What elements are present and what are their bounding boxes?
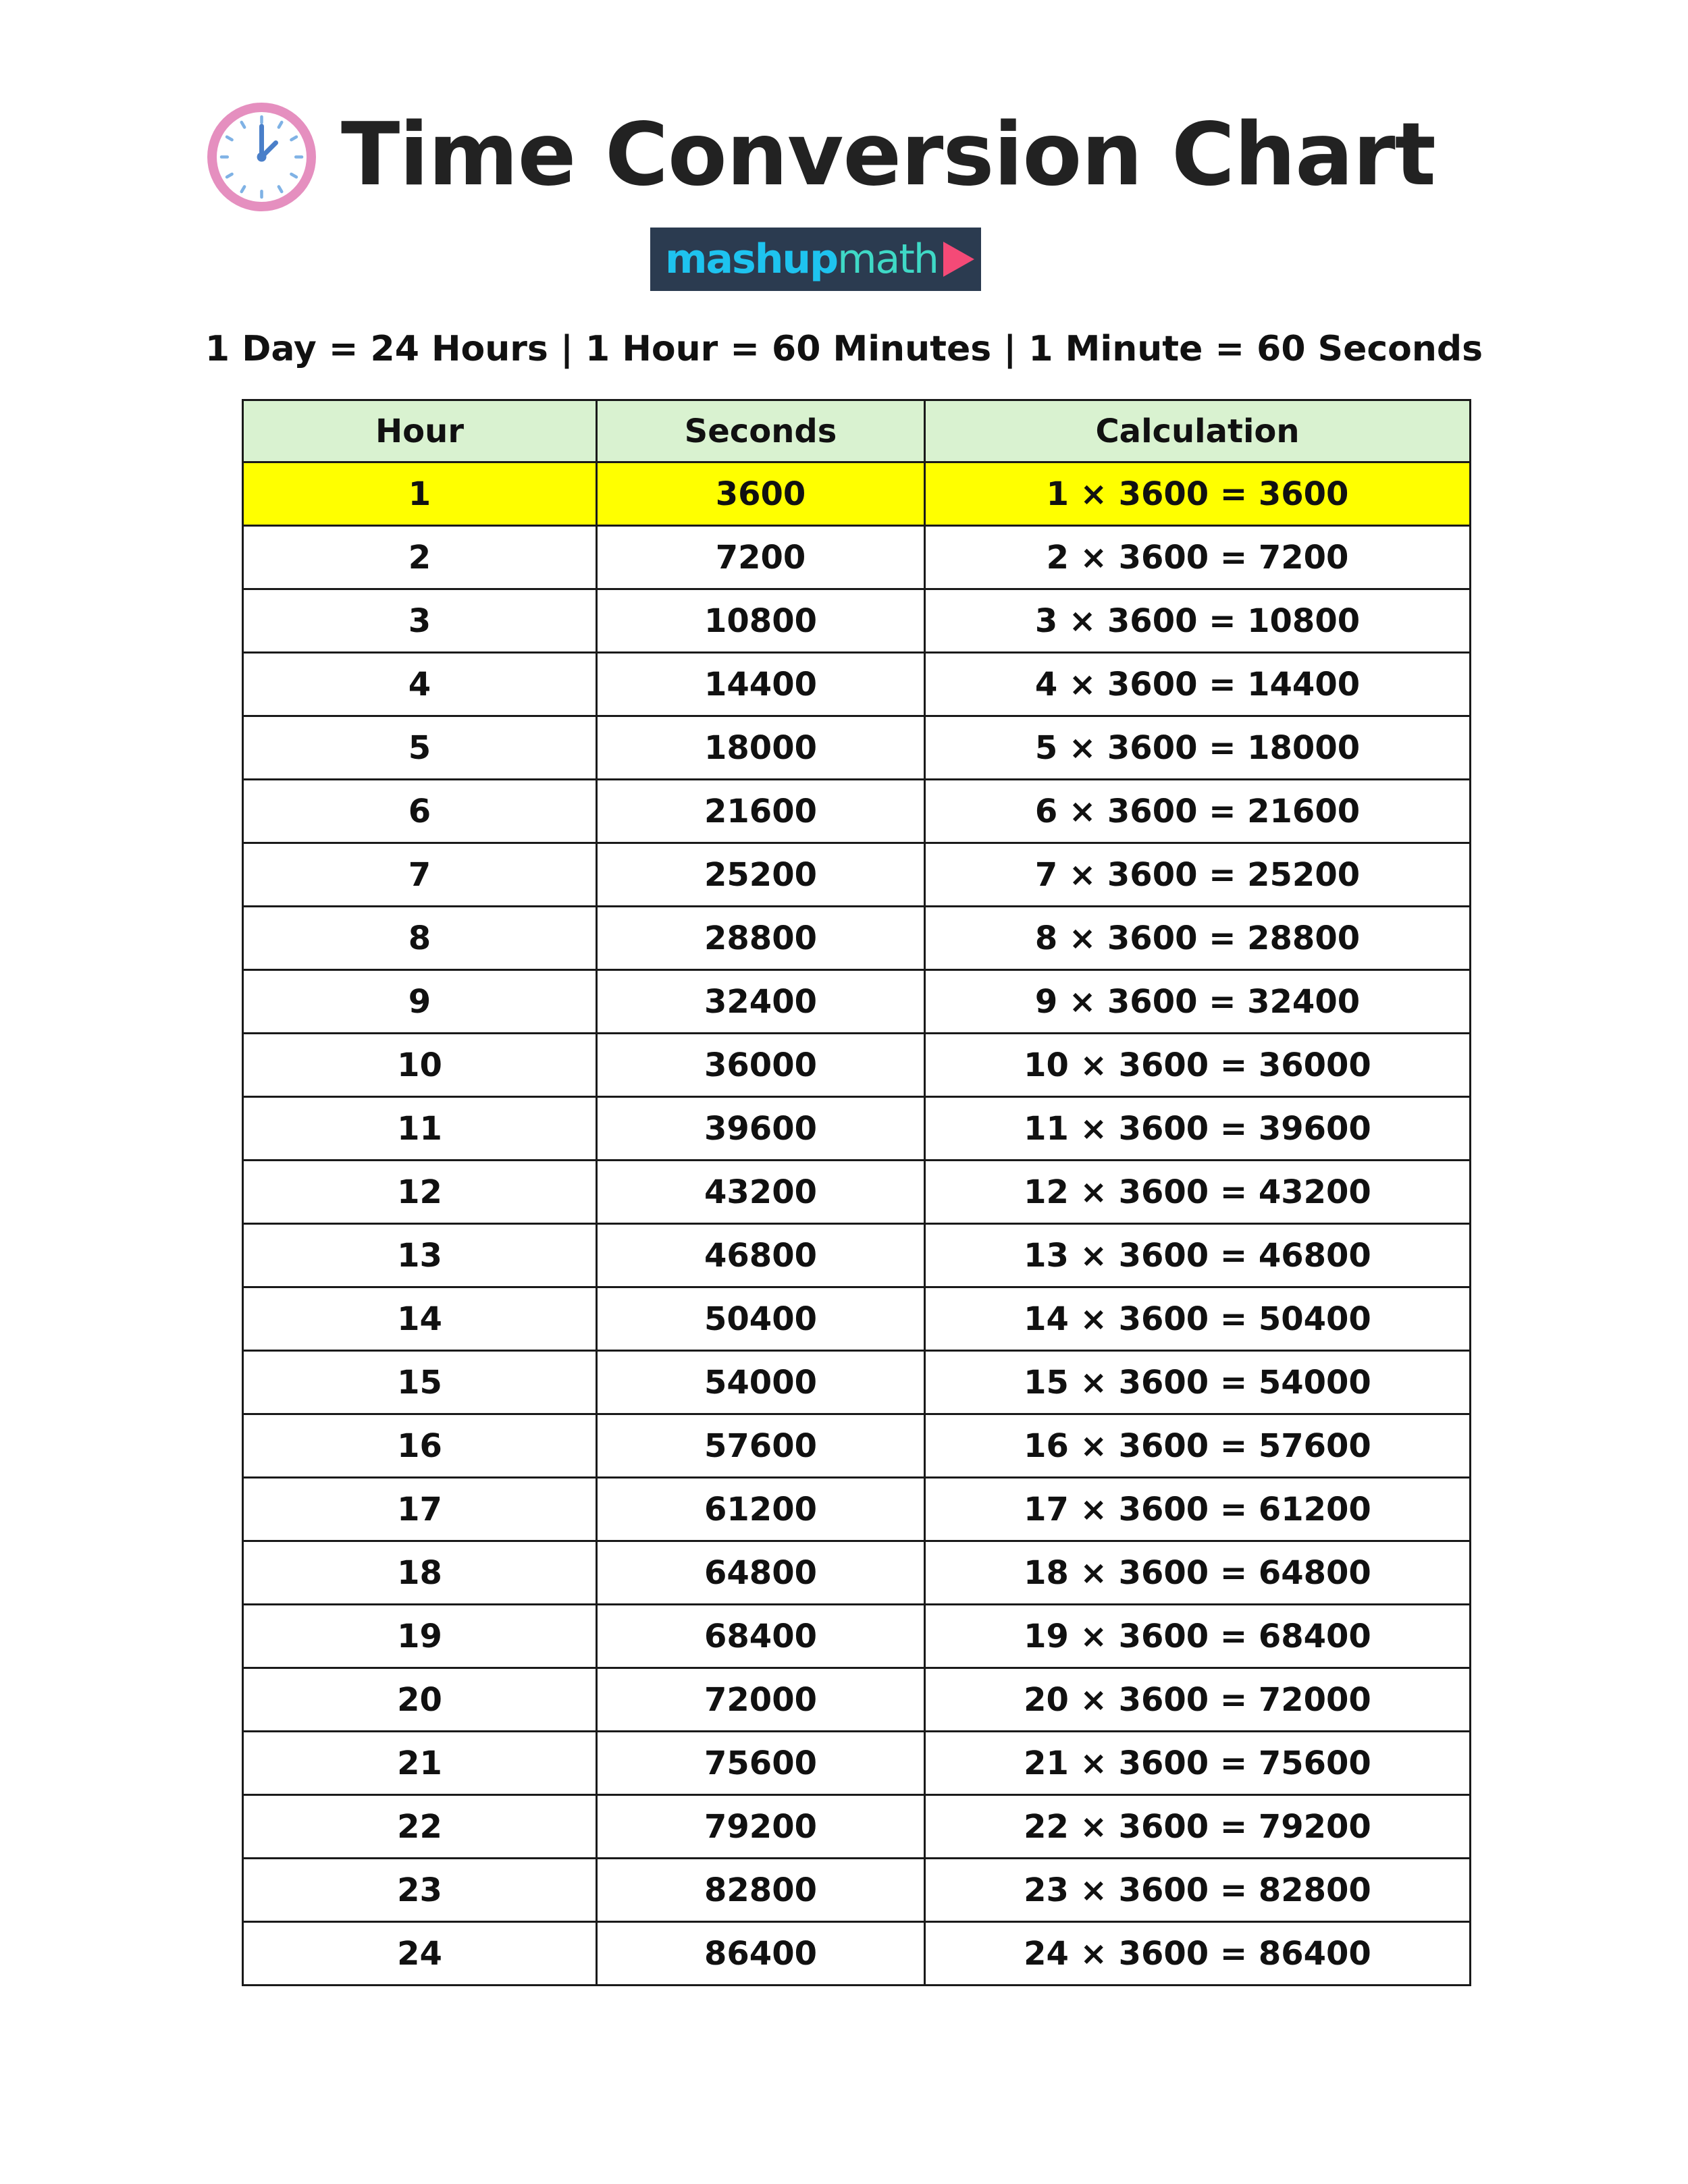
cell-seconds: 39600 bbox=[597, 1097, 925, 1161]
table-body bbox=[243, 462, 1471, 1986]
cell-calculation: 13 × 3600 = 46800 bbox=[925, 1224, 1471, 1287]
table-row bbox=[243, 780, 1471, 843]
cell-hour: 8 bbox=[243, 907, 597, 970]
cell-hour: 2 bbox=[243, 526, 597, 589]
cell-seconds: 79200 bbox=[597, 1795, 925, 1859]
cell-hour: 14 bbox=[243, 1287, 597, 1351]
cell-hour: 1 bbox=[243, 462, 597, 526]
table-row bbox=[243, 1287, 1471, 1351]
cell-seconds: 72000 bbox=[597, 1668, 925, 1732]
cell-seconds: 10800 bbox=[597, 589, 925, 653]
cell-hour: 23 bbox=[243, 1859, 597, 1922]
cell-seconds: 43200 bbox=[597, 1161, 925, 1224]
cell-hour: 15 bbox=[243, 1351, 597, 1414]
table-row bbox=[243, 970, 1471, 1034]
cell-hour: 12 bbox=[243, 1161, 597, 1224]
table-row bbox=[243, 1034, 1471, 1097]
cell-hour: 3 bbox=[243, 589, 597, 653]
table-row bbox=[243, 1859, 1471, 1922]
table-row bbox=[243, 1351, 1471, 1414]
cell-calculation: 11 × 3600 = 39600 bbox=[925, 1097, 1471, 1161]
cell-seconds: 21600 bbox=[597, 780, 925, 843]
cell-hour: 18 bbox=[243, 1541, 597, 1605]
table-row bbox=[243, 1541, 1471, 1605]
table-header-row bbox=[243, 400, 1471, 462]
cell-seconds: 86400 bbox=[597, 1922, 925, 1986]
cell-hour: 24 bbox=[243, 1922, 597, 1986]
cell-calculation: 21 × 3600 = 75600 bbox=[925, 1732, 1471, 1795]
cell-hour: 21 bbox=[243, 1732, 597, 1795]
cell-hour: 17 bbox=[243, 1478, 597, 1541]
cell-hour: 5 bbox=[243, 716, 597, 780]
cell-hour: 13 bbox=[243, 1224, 597, 1287]
table-row bbox=[243, 653, 1471, 716]
table-row bbox=[243, 1795, 1471, 1859]
cell-calculation: 23 × 3600 = 82800 bbox=[925, 1859, 1471, 1922]
cell-hour: 4 bbox=[243, 653, 597, 716]
cell-seconds: 54000 bbox=[597, 1351, 925, 1414]
table-row bbox=[243, 843, 1471, 907]
table-row bbox=[243, 1224, 1471, 1287]
cell-calculation: 24 × 3600 = 86400 bbox=[925, 1922, 1471, 1986]
cell-calculation: 19 × 3600 = 68400 bbox=[925, 1605, 1471, 1668]
cell-hour: 20 bbox=[243, 1668, 597, 1732]
table-row bbox=[243, 1414, 1471, 1478]
cell-seconds: 82800 bbox=[597, 1859, 925, 1922]
conversion-subtitle: 1 Day = 24 Hours | 1 Hour = 60 Minutes | 1 Minute = 60 Seconds bbox=[205, 329, 1483, 369]
table-row bbox=[243, 1922, 1471, 1986]
logo-text-mashup: mashup bbox=[665, 236, 838, 283]
table-row bbox=[243, 907, 1471, 970]
cell-calculation: 2 × 3600 = 7200 bbox=[925, 526, 1471, 589]
brand-logo bbox=[650, 228, 981, 291]
header-hour: Hour bbox=[243, 400, 597, 462]
cell-hour: 6 bbox=[243, 780, 597, 843]
table-row bbox=[243, 1668, 1471, 1732]
table-row bbox=[243, 1732, 1471, 1795]
cell-calculation: 17 × 3600 = 61200 bbox=[925, 1478, 1471, 1541]
cell-calculation: 7 × 3600 = 25200 bbox=[925, 843, 1471, 907]
cell-seconds: 28800 bbox=[597, 907, 925, 970]
logo-text-math: math bbox=[837, 236, 938, 283]
conversion-table bbox=[242, 399, 1471, 1986]
cell-hour: 16 bbox=[243, 1414, 597, 1478]
cell-calculation: 5 × 3600 = 18000 bbox=[925, 716, 1471, 780]
header-calculation: Calculation bbox=[925, 400, 1471, 462]
cell-calculation: 15 × 3600 = 54000 bbox=[925, 1351, 1471, 1414]
cell-seconds: 18000 bbox=[597, 716, 925, 780]
table-row bbox=[243, 1478, 1471, 1541]
cell-hour: 10 bbox=[243, 1034, 597, 1097]
cell-calculation: 16 × 3600 = 57600 bbox=[925, 1414, 1471, 1478]
cell-seconds: 64800 bbox=[597, 1541, 925, 1605]
page-title: Time Conversion Chart bbox=[341, 105, 1435, 205]
cell-seconds: 68400 bbox=[597, 1605, 925, 1668]
cell-seconds: 7200 bbox=[597, 526, 925, 589]
cell-seconds: 46800 bbox=[597, 1224, 925, 1287]
cell-calculation: 20 × 3600 = 72000 bbox=[925, 1668, 1471, 1732]
cell-seconds: 50400 bbox=[597, 1287, 925, 1351]
clock-icon bbox=[203, 98, 321, 216]
header-seconds: Seconds bbox=[597, 400, 925, 462]
table-row bbox=[243, 716, 1471, 780]
cell-calculation: 22 × 3600 = 79200 bbox=[925, 1795, 1471, 1859]
cell-calculation: 14 × 3600 = 50400 bbox=[925, 1287, 1471, 1351]
cell-hour: 9 bbox=[243, 970, 597, 1034]
cell-seconds: 14400 bbox=[597, 653, 925, 716]
cell-seconds: 36000 bbox=[597, 1034, 925, 1097]
cell-hour: 7 bbox=[243, 843, 597, 907]
cell-seconds: 32400 bbox=[597, 970, 925, 1034]
cell-hour: 11 bbox=[243, 1097, 597, 1161]
cell-seconds: 57600 bbox=[597, 1414, 925, 1478]
cell-calculation: 9 × 3600 = 32400 bbox=[925, 970, 1471, 1034]
cell-calculation: 12 × 3600 = 43200 bbox=[925, 1161, 1471, 1224]
cell-calculation: 1 × 3600 = 3600 bbox=[925, 462, 1471, 526]
cell-seconds: 3600 bbox=[597, 462, 925, 526]
page-header bbox=[0, 88, 1688, 223]
cell-calculation: 3 × 3600 = 10800 bbox=[925, 589, 1471, 653]
cell-calculation: 6 × 3600 = 21600 bbox=[925, 780, 1471, 843]
cell-hour: 22 bbox=[243, 1795, 597, 1859]
cell-hour: 19 bbox=[243, 1605, 597, 1668]
cell-seconds: 25200 bbox=[597, 843, 925, 907]
table-row bbox=[243, 1161, 1471, 1224]
cell-seconds: 75600 bbox=[597, 1732, 925, 1795]
cell-calculation: 10 × 3600 = 36000 bbox=[925, 1034, 1471, 1097]
table-row bbox=[243, 1097, 1471, 1161]
cell-calculation: 18 × 3600 = 64800 bbox=[925, 1541, 1471, 1605]
table-row bbox=[243, 462, 1471, 526]
table-row bbox=[243, 526, 1471, 589]
table-row bbox=[243, 589, 1471, 653]
play-icon bbox=[943, 242, 974, 277]
cell-calculation: 8 × 3600 = 28800 bbox=[925, 907, 1471, 970]
cell-seconds: 61200 bbox=[597, 1478, 925, 1541]
table-row bbox=[243, 1605, 1471, 1668]
cell-calculation: 4 × 3600 = 14400 bbox=[925, 653, 1471, 716]
